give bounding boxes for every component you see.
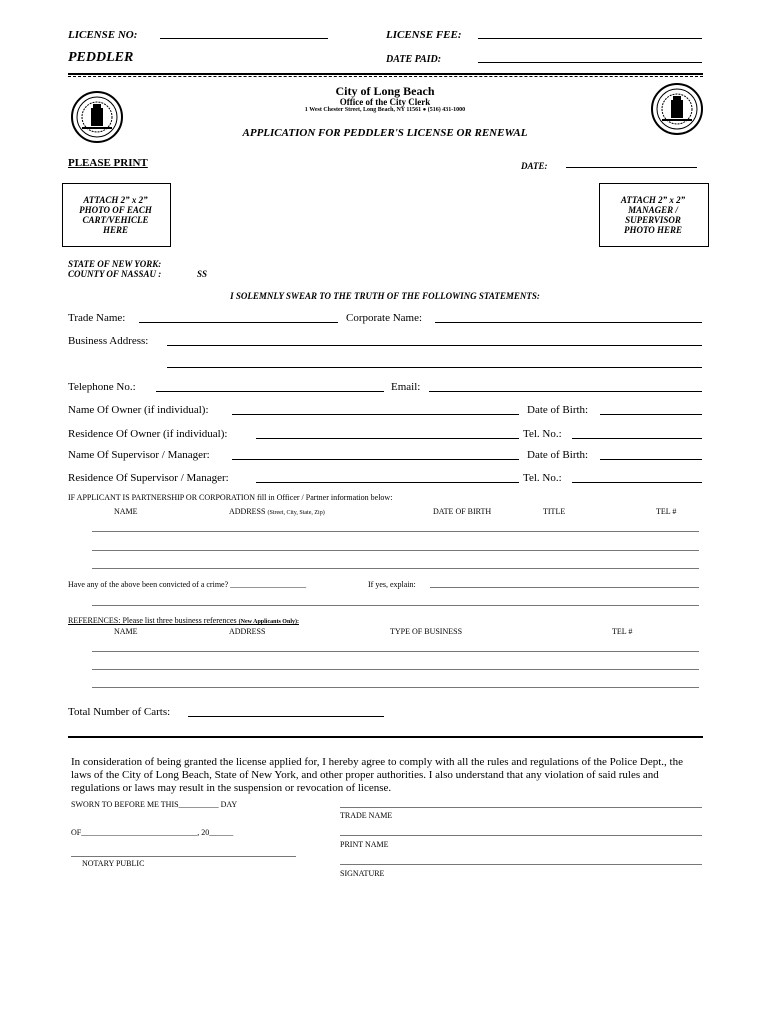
reference-row-line-3[interactable] [92,687,699,688]
supervisor-residence-label: Residence Of Supervisor / Manager: [68,472,229,484]
date-paid-label: DATE PAID: [386,54,442,65]
partner-row-line-2[interactable] [92,550,699,551]
partner-col-title: TITLE [543,507,566,516]
partner-row-line-3[interactable] [92,568,699,569]
header-rule [68,73,703,75]
references-col-tel: TEL # [612,627,633,636]
print-name-field[interactable] [340,835,702,836]
owner-residence-field[interactable] [256,438,519,439]
consideration-paragraph: In consideration of being granted the license applied for, I hereby agree to comply with all the rules and regulations of the Police Dept., the laws of the City of Long Beach, State of New York, and other proper authorities. I also understand that any violation of said rules and regulations or laws may result in the suspension or revocation of license. [71,756,683,794]
peddler-title: PEDDLER [68,50,134,65]
date-paid-field[interactable] [478,62,702,63]
partner-col-tel: TEL # [656,507,677,516]
references-col-address: ADDRESS [229,627,266,636]
city-seal-right-icon [650,82,704,136]
supervisor-tel-field[interactable] [572,482,702,483]
references-intro: REFERENCES: Please list three business references (New Applicants Only): [68,616,299,625]
notary-caption: NOTARY PUBLIC [82,859,145,868]
cart-photo-text: ATTACH 2” x 2” PHOTO OF EACH CART/VEHICLE HERE [79,195,152,235]
owner-tel-label: Tel. No.: [523,428,562,440]
license-fee-label: LICENSE FEE: [386,29,462,41]
office-name: Office of the City Clerk [339,97,431,107]
business-address-label: Business Address: [68,335,149,347]
owner-name-field[interactable] [232,414,519,415]
supervisor-tel-label: Tel. No.: [523,472,562,484]
partner-col-name: NAME [114,507,138,516]
supervisor-name-label: Name Of Supervisor / Manager: [68,449,210,461]
carts-field[interactable] [188,716,384,717]
telephone-field[interactable] [156,391,384,392]
email-field[interactable] [429,391,702,392]
header-rule-dashed [68,76,703,77]
license-no-field[interactable] [160,38,328,39]
partner-col-address-sub: (Street, City, State, Zip) [267,510,325,516]
trade-name-field[interactable] [139,322,338,323]
date-field[interactable] [566,167,697,168]
owner-residence-label: Residence Of Owner (if individual): [68,428,228,440]
corporate-name-label: Corporate Name: [346,312,423,324]
supervisor-dob-label: Date of Birth: [527,449,589,461]
ss-mark: SS [197,269,208,279]
oath-statement: I SOLEMNLY SWEAR TO THE TRUTH OF THE FOLLOWING STATEMENTS: [230,291,540,301]
state-line: STATE OF NEW YORK: [68,259,162,269]
application-title: APPLICATION FOR PEDDLER'S LICENSE OR RENEWAL [242,127,528,139]
supervisor-residence-field[interactable] [256,482,519,483]
signature-field[interactable] [340,864,702,865]
manager-photo-text: ATTACH 2” x 2” MANAGER / SUPERVISOR PHOTO HERE [620,195,686,235]
crime-question: Have any of the above been convicted of a crime? ___________________ [68,580,307,589]
partner-col-address: ADDRESS (Street, City, State, Zip) [229,507,325,516]
sworn-line: SWORN TO BEFORE ME THIS__________ DAY [71,800,238,809]
partner-row-line-1[interactable] [92,531,699,532]
business-address-field[interactable] [167,345,702,346]
office-address: 1 West Chester Street, Long Beach, NY 11561 ● (516) 431-1000 [304,107,466,113]
of-line: OF_____________________________, 20______ [71,828,234,837]
carts-label: Total Number of Carts: [68,706,171,718]
license-fee-field[interactable] [478,38,702,39]
please-print: PLEASE PRINT [68,157,148,169]
license-no-label: LICENSE NO: [68,29,138,41]
reference-row-line-1[interactable] [92,651,699,652]
trade-name-label: Trade Name: [68,312,126,324]
references-col-type: TYPE OF BUSINESS [390,627,463,636]
trade-name-signature-field[interactable] [340,807,702,808]
notary-field[interactable] [71,856,296,857]
crime-explain-field[interactable] [430,587,699,588]
owner-dob-label: Date of Birth: [527,404,589,416]
partner-col-dob: DATE OF BIRTH [433,507,492,516]
owner-tel-field[interactable] [572,438,702,439]
section-rule [68,736,703,738]
owner-dob-field[interactable] [600,414,702,415]
city-seal-left-icon [70,90,124,144]
references-col-name: NAME [114,627,138,636]
signature-caption: SIGNATURE [340,869,385,878]
county-line: COUNTY OF NASSAU : [68,269,162,279]
crime-explain-label: If yes, explain: [368,580,416,589]
date-label: DATE: [521,161,548,171]
trade-name-caption: TRADE NAME [340,811,393,820]
supervisor-dob-field[interactable] [600,459,702,460]
reference-row-line-2[interactable] [92,669,699,670]
city-name: City of Long Beach [335,84,435,98]
supervisor-name-field[interactable] [232,459,519,460]
telephone-label: Telephone No.: [68,381,136,393]
email-label: Email: [391,381,421,393]
business-address-field-2[interactable] [167,367,702,368]
partner-intro: IF APPLICANT IS PARTNERSHIP OR CORPORATION fill in Officer / Partner information below: [68,493,393,502]
owner-name-label: Name Of Owner (if individual): [68,404,209,416]
print-name-caption: PRINT NAME [340,840,389,849]
crime-explain-field-2[interactable] [92,605,699,606]
corporate-name-field[interactable] [435,322,702,323]
